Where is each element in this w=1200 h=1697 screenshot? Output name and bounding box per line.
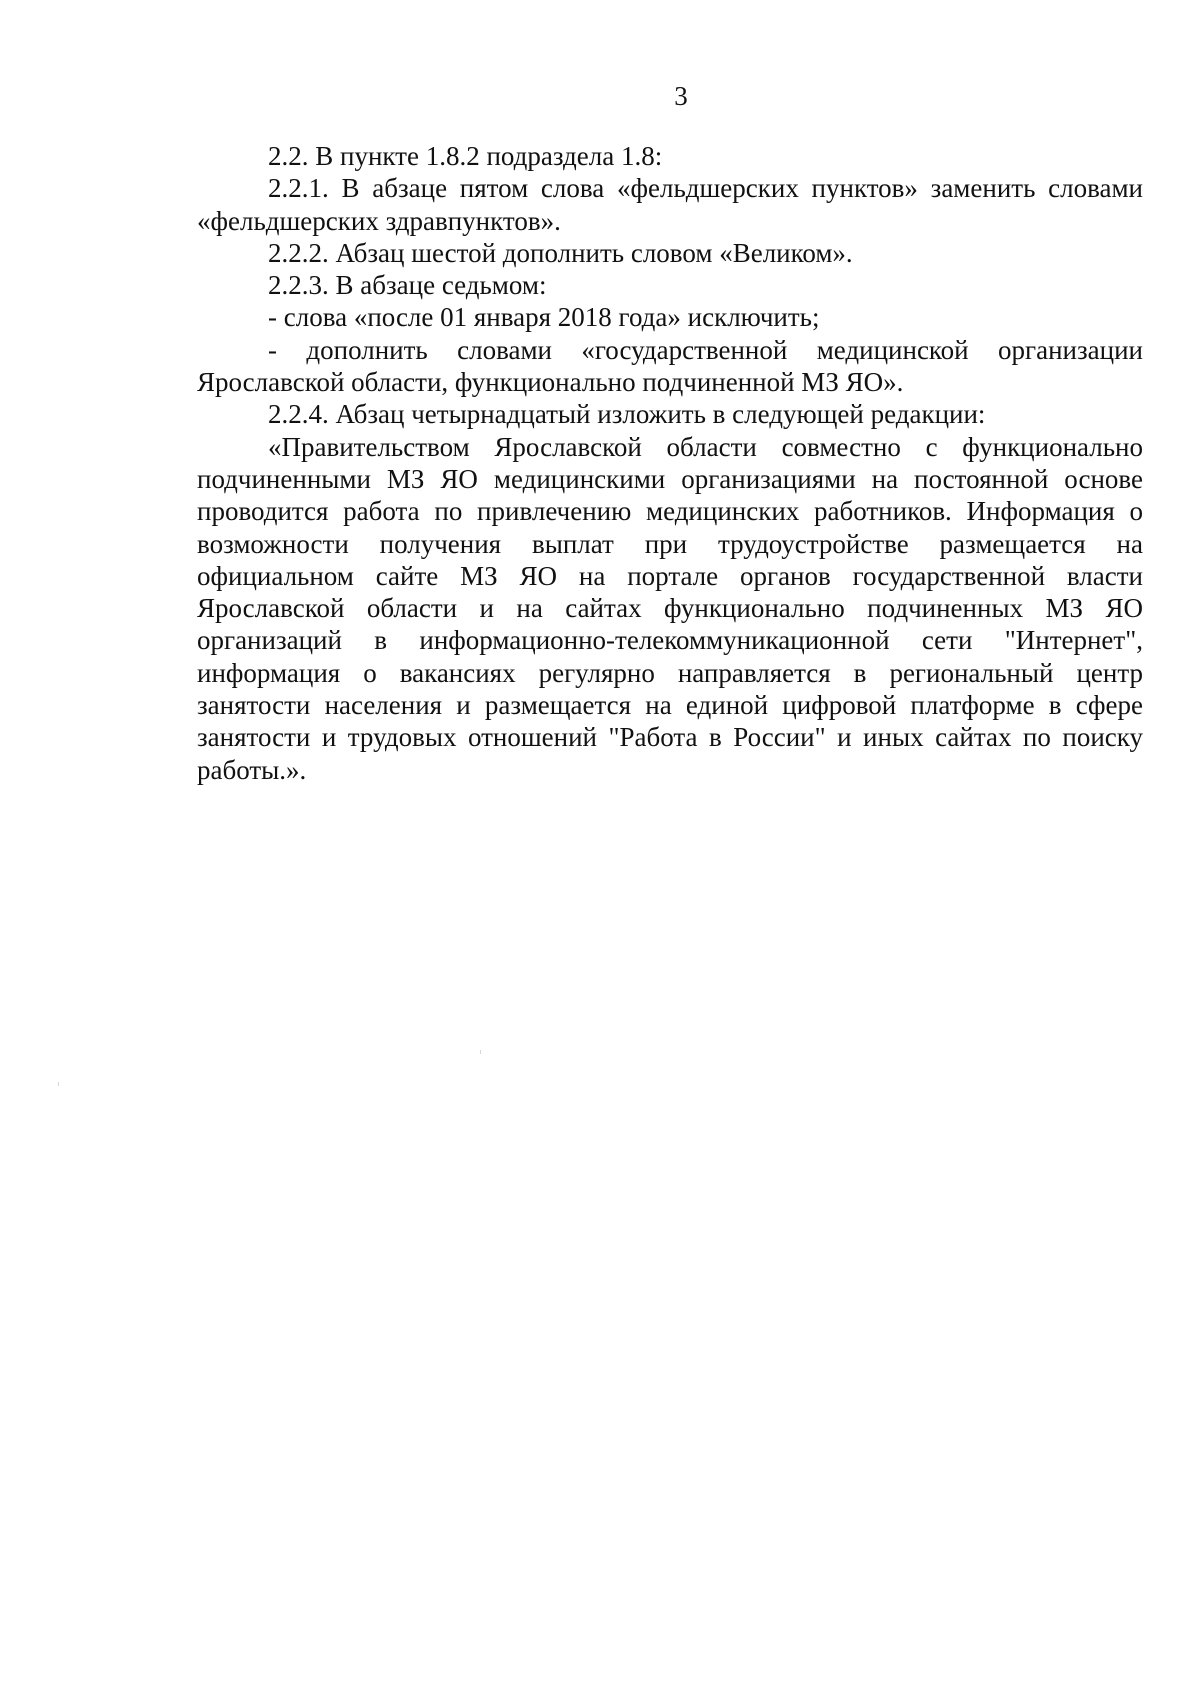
document-body	[197, 140, 1143, 786]
paragraph-2-2: 2.2. В пункте 1.8.2 подраздела 1.8:	[268, 141, 663, 171]
scan-artifact	[58, 1082, 59, 1086]
paragraph-2-2-1: 2.2.1. В абзаце пятом слова «фельдшерских пунктов» заменить словами «фельдшерских здравпунктов».	[197, 173, 1143, 236]
list-item-exclude: - слова «после 01 января 2018 года» исключить;	[268, 302, 820, 333]
list-item-add-words: - дополнить словами «государственной медицинской организации Ярославской области, функционально подчиненной МЗ ЯО».	[197, 334, 1143, 398]
page-number: 3	[674, 81, 688, 111]
quoted-new-wording: «Правительством Ярославской области совместно с функционально подчиненными МЗ ЯО медицинскими организациями на постоянной основе проводится работа по привлечению медицинских работников. Информация о возможности получения выплат при трудоустройстве размещается на официальном сайте МЗ ЯО на портале органов государственной власти Ярославской области и на сайтах функционально подчиненных МЗ ЯО организаций в информационно-телекоммуникационной сети "Интернет", информация о вакансиях регулярно направляется в региональный центр занятости населения и размещается на единой цифровой платформе в сфере занятости и трудовых отношений "Работа в России" и иных сайтах по поиску работы.».	[197, 431, 1143, 785]
scan-artifact	[480, 1050, 481, 1054]
paragraph-2-2-2: 2.2.2. Абзац шестой дополнить словом «Великом».	[268, 237, 853, 268]
paragraph-2-2-4: 2.2.4. Абзац четырнадцатый изложить в следующей редакции:	[268, 399, 986, 430]
paragraph-2-2-3: 2.2.3. В абзаце седьмом:	[268, 270, 547, 301]
